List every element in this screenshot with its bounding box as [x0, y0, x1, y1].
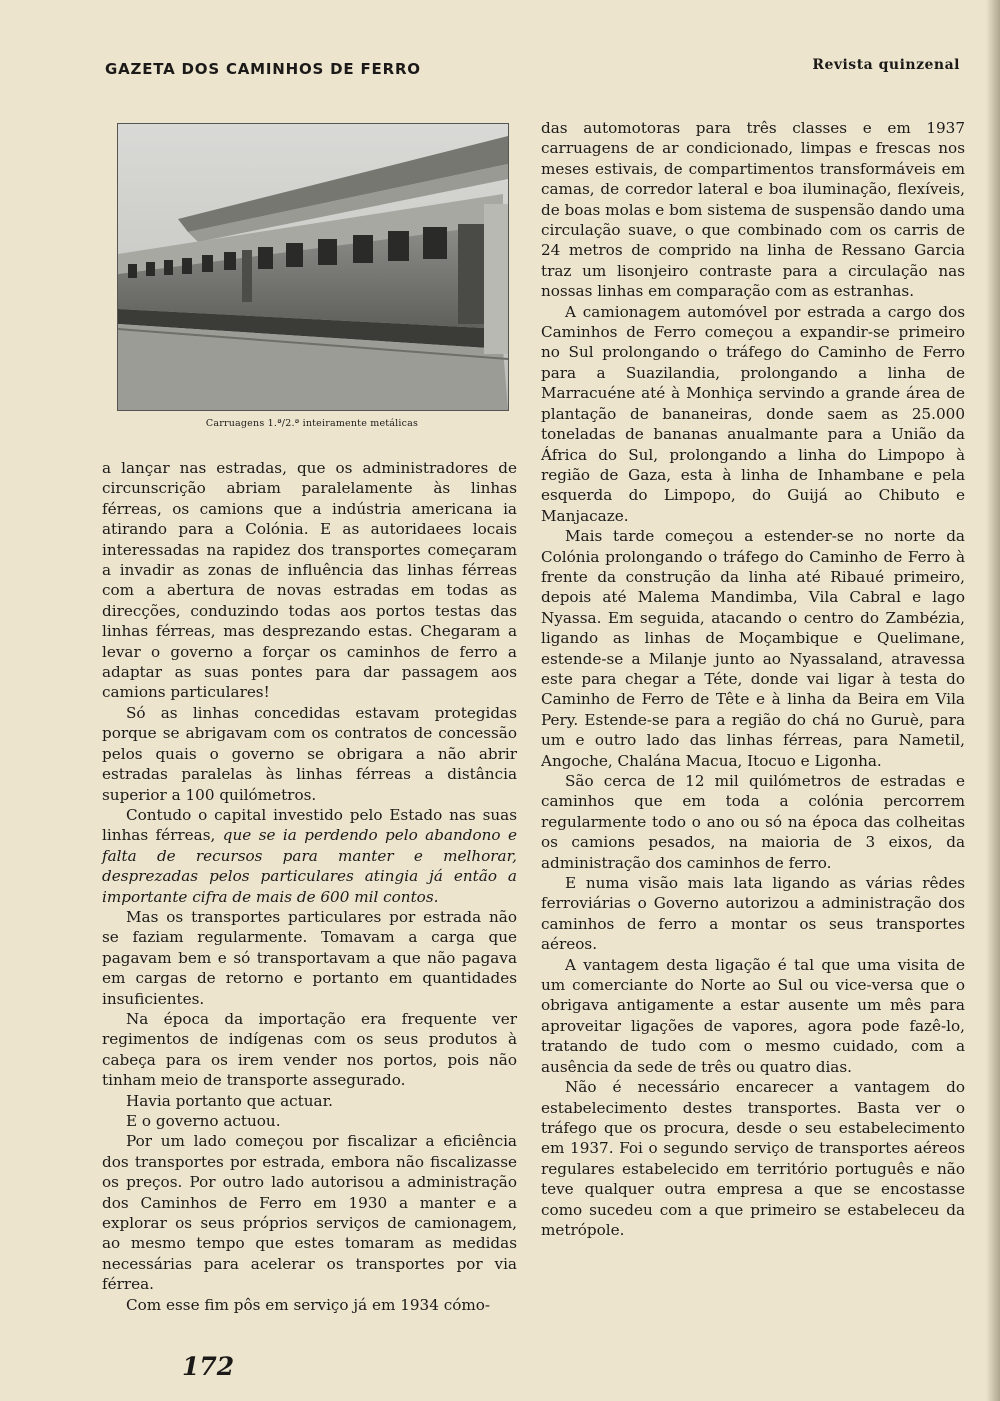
paragraph: a lançar nas estradas, que os administradores de circunscrição abriam paralelamente às linhas férreas, os camions que a indústria americana ia atirando para a Colónia. E as autoridaees locais interessadas na rapidez dos transportes começaram a invadir as zonas de influência das linhas férreas com a abertura de novas estradas em todas as direcções, conduzindo todas aos portos testas das linhas férreas, mas desprezando estas. Chegaram a levar o governo a forçar os caminhos de ferro a adaptar as suas pontes para dar passagem aos camions particulares! — [102, 459, 517, 702]
paragraph-italic-text: que se ia perdendo pelo abandono e falta de recursos para manter e melhorar, desprezadas pelos particulares atingia já então a importante cifra de mais de 600 mil contos. — [102, 826, 517, 906]
paragraph: Só as linhas concedidas estavam protegidas porque se abrigavam com os contratos de concessão pelos quais o governo se obrigara a não abrir estradas paralelas às linhas férreas a distância superior a 100 quilómetros. — [102, 703, 517, 804]
paragraph: A camionagem automóvel por estrada a cargo dos Caminhos de Ferro começou a expandir-se primeiro no Sul prolongando o tráfego do Caminho de Ferro para a Suazilandia, prolongando a linha de Marracuéne até à Monhiça servindo a grande área de plantação de bananeiras, donde saem as 25.000 toneladas de bananas anualmante para a União da África do Sul, prolongando a linha do Limpopo à região de Gaza, esta à linha de Inhambane e pela esquerda do Limpopo, do Guijá ao Chibuto e Manjacaze. — [541, 302, 965, 525]
publication-periodicity: Revista quinzenal — [812, 57, 960, 73]
paragraph: das automotoras para três classes e em 1937 carruagens de ar condicionado, limpas e frescas nos meses estivais, de compartimentos transformáveis em camas, de corredor lateral e boa iluminação, flexíveis, de boas molas e bom sistema de suspensão dando uma circulação suave, o que combinado com os carris de 24 metros de comprido na linha de Ressano Garcia traz um lisonjeiro contraste para a circulação nas nossas linhas em comparação com as estranhas. — [541, 119, 965, 301]
paragraph: Com esse fim pôs em serviço já em 1934 cómo- — [126, 1295, 491, 1314]
right-column — [541, 118, 965, 1240]
paragraph: Por um lado começou por fiscalizar a eficiência dos transportes por estrada, embora não fiscalizasse os preços. Por outro lado autorisou a administração dos Caminhos de Ferro em 1930 a manter e a explorar os seus próprios serviços de camionagem, ao mesmo tempo que estes tomaram as medidas necessárias para acelerar os transportes por via férrea. — [102, 1132, 517, 1294]
paragraph — [102, 805, 517, 907]
paragraph-text: Contudo o capital investido pelo Estado nas suas linhas férreas, — [102, 805, 517, 845]
paragraph: A vantagem desta ligação é tal que uma visita de um comerciante do Norte ao Sul ou vice-versa que o obrigava antigamente a estar ausente um mês para aproveitar ligações de vapores, agora pode fazê-lo, tratando de tudo com o mesmo cuidado, com a ausência da sede de três ou quatro dias. — [541, 955, 965, 1076]
paragraph: Não é necessário encarecer a vantagem do estabelecimento destes transportes. Basta ver o tráfego que os procura, desde o seu estabelecimento em 1937. Foi o segundo serviço de transportes aéreos regulares estabelecido em território português e não teve qualquer outra empresa a que se encostasse como sucedeu com a que primeiro se estabeleceu da metrópole. — [541, 1078, 965, 1239]
figure-caption: Carruagens 1.ª/2.ª inteiramente metálicas — [205, 418, 419, 429]
paragraph: Havia portanto que actuar. — [126, 1091, 333, 1110]
page-number: 172 — [182, 1352, 235, 1381]
paragraph: E numa visão mais lata ligando as várias rêdes ferroviárias o Governo autorizou a administração dos caminhos de ferro a montar os seus transportes aéreos. — [541, 874, 965, 954]
paragraph: Mas os transportes particulares por estrada não se faziam regularmente. Tomavam a carga que pagavam bem e só transportavam a que não pagava em cargas de retorno e portanto em quantidades insuficientes. — [102, 907, 517, 1008]
publication-title: GAZETA DOS CAMINHOS DE FERRO — [105, 60, 421, 78]
train-carriage-photo — [117, 123, 509, 411]
page-edge-shadow — [986, 0, 1000, 1401]
paragraph: São cerca de 12 mil quilómetros de estradas e caminhos que em toda a colónia percorrem regularmente todo o ano ou só na época das colheitas os camions pesados, na maioria de 3 eixos, da administração dos caminhos de ferro. — [541, 772, 965, 872]
paragraph: E o governo actuou. — [126, 1112, 281, 1130]
left-column — [102, 458, 517, 1315]
paragraph: Mais tarde começou a estender-se no norte da Colónia prolongando o tráfego do Caminho de Ferro à frente da construção da linha até Ribaué primeiro, depois até Malema Mandimba, Vila Cabral e lago Nyassa. Em seguida, atacando o centro do Zambézia, ligando as linhas de Moçambique e Quelimane, estende-se a Milanje junto ao Nyassaland, atravessa este para chegar a Téte, donde vai ligar à testa do Caminho de Ferro de Tête e à linha da Beira em Vila Pery. Estende-se para a região do chá no Guruè, para um e outro lado das linhas férreas, para Nametil, Angoche, Chalána Macua, Itocuo e Ligonha. — [541, 527, 965, 770]
paragraph: Na época da importação era frequente ver regimentos de indígenas com os seus produtos à cabeça para os irem vender nos portos, pois não tinham meio de transporte assegurado. — [102, 1009, 517, 1090]
